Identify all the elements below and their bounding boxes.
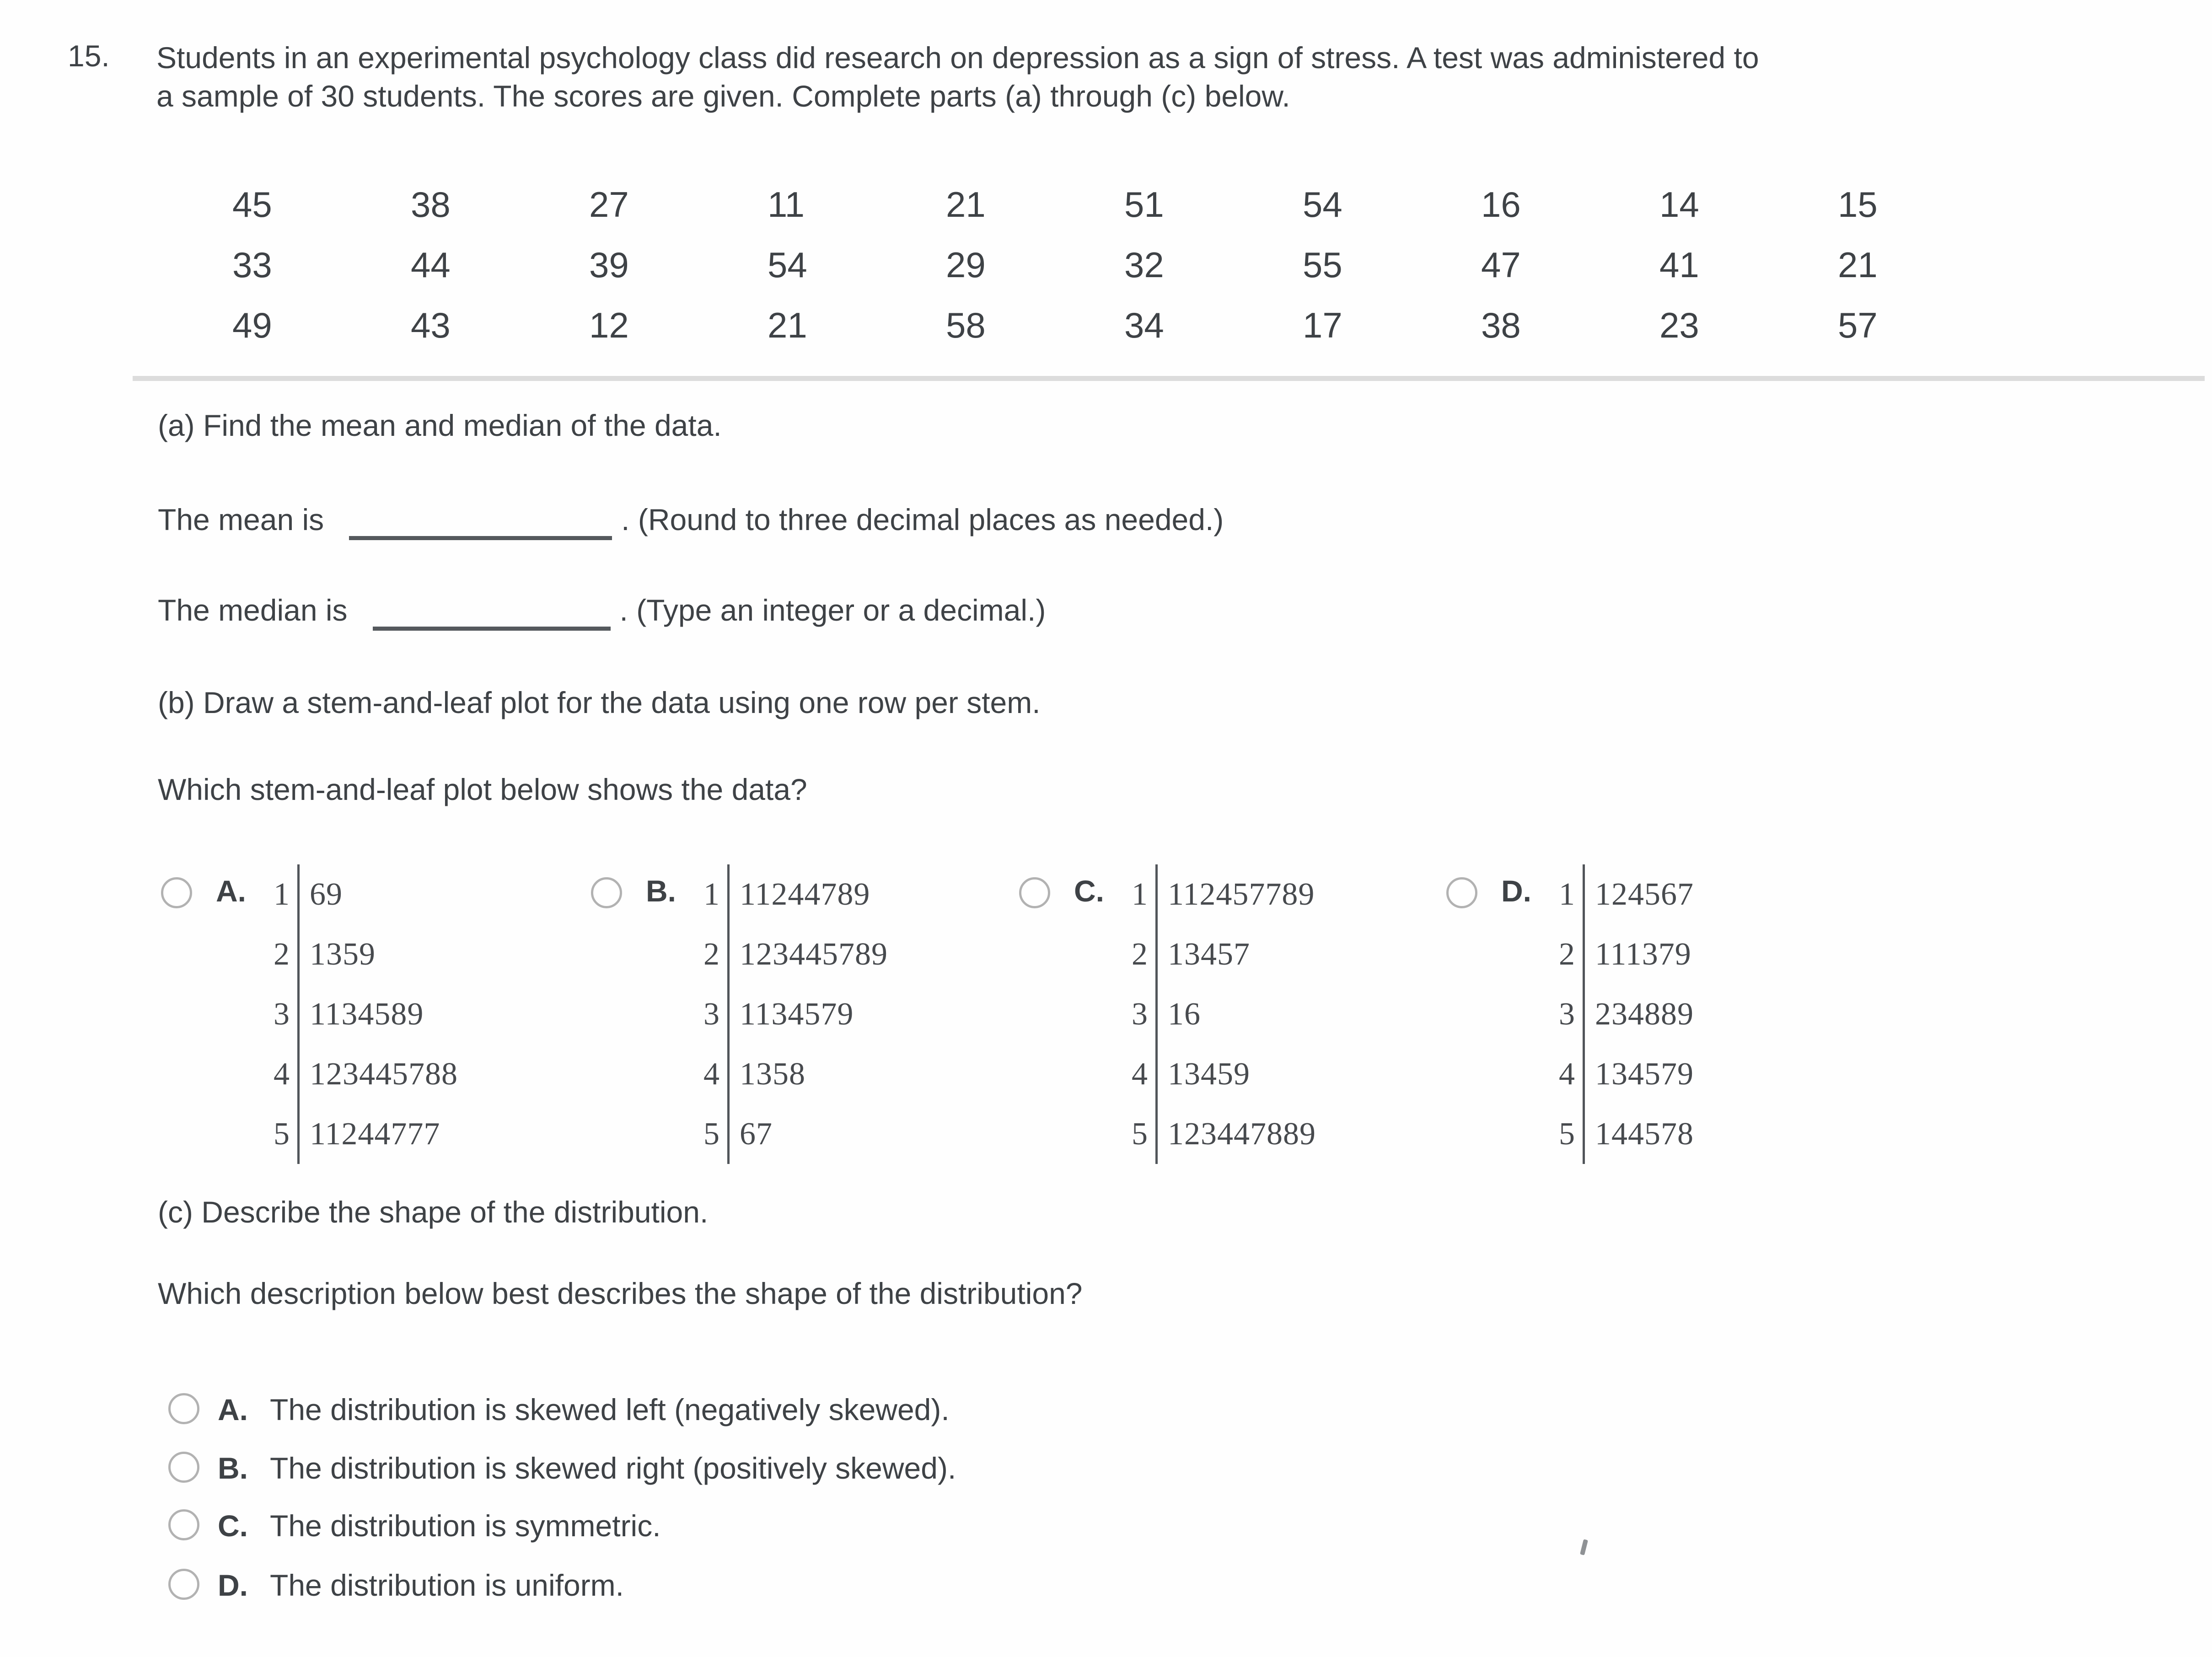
- table-cell: 55: [1303, 245, 1342, 285]
- stem: 2: [703, 937, 720, 972]
- part-b-question: Which stem-and-leaf plot below shows the data?: [158, 772, 807, 806]
- stem: 4: [1559, 1056, 1575, 1092]
- table-cell: 33: [232, 245, 272, 285]
- table-cell: 23: [1659, 305, 1699, 345]
- table-cell: 16: [1481, 184, 1521, 225]
- stem-and-leaf-plot: [273, 864, 474, 1164]
- leaves: 69: [297, 864, 474, 924]
- table-cell: 43: [411, 305, 451, 345]
- table-cell: 27: [589, 184, 629, 225]
- mean-answer-blank[interactable]: [349, 504, 612, 540]
- mean-hint: . (Round to three decimal places as needed.): [621, 503, 1224, 536]
- mean-row: [158, 494, 1224, 537]
- leaves: 123445789: [727, 924, 904, 984]
- stem: 2: [1132, 937, 1148, 972]
- radio-button-icon[interactable]: [1019, 877, 1050, 908]
- leaves: 111379: [1583, 924, 1760, 984]
- option-text: The distribution is skewed right (positively skewed).: [270, 1451, 956, 1485]
- leaves: 13457: [1155, 924, 1332, 984]
- stem: 5: [1559, 1116, 1575, 1152]
- stem: 4: [1132, 1056, 1148, 1092]
- stem: 5: [1132, 1116, 1148, 1152]
- option-letter: D.: [1501, 874, 1531, 908]
- table-cell: 12: [589, 305, 629, 345]
- radio-button-icon[interactable]: [161, 877, 192, 908]
- table-cell: 57: [1838, 305, 1878, 345]
- table-cell: 32: [1124, 245, 1164, 285]
- stem: 5: [703, 1116, 720, 1152]
- option-letter: B.: [646, 874, 676, 908]
- median-row: [158, 585, 1046, 627]
- table-cell: 39: [589, 245, 629, 285]
- shape-option-b[interactable]: [168, 1451, 956, 1485]
- option-letter: C.: [1074, 874, 1104, 908]
- table-cell: 47: [1481, 245, 1521, 285]
- table-cell: 14: [1659, 184, 1699, 225]
- leaves: 112457789: [1155, 864, 1332, 924]
- table-cell: 11: [768, 184, 805, 225]
- option-text: The distribution is symmetric.: [270, 1509, 661, 1543]
- question-text: [156, 38, 2201, 115]
- stemplot-option-d[interactable]: [1446, 864, 1760, 1164]
- stem-and-leaf-plot: [703, 864, 904, 1164]
- table-cell: 54: [768, 245, 807, 285]
- stemplot-option-c[interactable]: [1019, 864, 1332, 1164]
- stem: 1: [1559, 877, 1575, 912]
- stem: 2: [274, 937, 290, 972]
- table-cell: 17: [1303, 305, 1342, 345]
- leaves: 123447889: [1155, 1104, 1332, 1164]
- option-letter: B.: [218, 1451, 248, 1485]
- table-cell: 45: [232, 184, 272, 225]
- table-cell: 51: [1124, 184, 1164, 225]
- table-cell: 49: [232, 305, 272, 345]
- stemplot-option-a[interactable]: [161, 864, 474, 1164]
- table-cell: 15: [1838, 184, 1878, 225]
- radio-button-icon[interactable]: [168, 1509, 199, 1540]
- option-letter: C.: [218, 1509, 248, 1543]
- stem: 3: [1559, 997, 1575, 1032]
- scan-artifact: [1580, 1539, 1588, 1555]
- leaves: 134579: [1583, 1044, 1760, 1104]
- leaves: 124567: [1583, 864, 1760, 924]
- median-hint: . (Type an integer or a decimal.): [619, 593, 1046, 627]
- table-cell: 58: [946, 305, 986, 345]
- question-text-line1: Students in an experimental psychology class did research on depression as a sign of stress. A test was administered to: [156, 41, 1759, 75]
- stem: 1: [703, 877, 720, 912]
- stem: 4: [274, 1056, 290, 1092]
- question-text-line2: a sample of 30 students. The scores are given. Complete parts (a) through (c) below.: [156, 79, 1290, 113]
- stem: 1: [274, 877, 290, 912]
- stem-and-leaf-plot: [1558, 864, 1760, 1164]
- table-cell: 21: [768, 305, 807, 345]
- option-text: The distribution is skewed left (negatively skewed).: [270, 1393, 950, 1426]
- stem: 1: [1132, 877, 1148, 912]
- part-c-heading: (c) Describe the shape of the distribution.: [158, 1195, 709, 1229]
- stem: 3: [703, 997, 720, 1032]
- leaves: 67: [727, 1104, 904, 1164]
- option-text: The distribution is uniform.: [270, 1568, 624, 1602]
- stem: 5: [274, 1116, 290, 1152]
- table-cell: 29: [946, 245, 986, 285]
- leaves: 234889: [1583, 984, 1760, 1044]
- median-label: The median is: [158, 593, 348, 627]
- shape-option-a[interactable]: [168, 1392, 950, 1427]
- mean-label: The mean is: [158, 503, 324, 536]
- radio-button-icon[interactable]: [591, 877, 622, 908]
- part-a-heading: (a) Find the mean and median of the data.: [158, 408, 722, 442]
- leaves: 123445788: [297, 1044, 474, 1104]
- leaves: 1134579: [727, 984, 904, 1044]
- stem: 4: [703, 1056, 720, 1092]
- table-cell: 38: [411, 184, 451, 225]
- table-cell: 44: [411, 245, 451, 285]
- shape-option-d[interactable]: [168, 1568, 624, 1603]
- option-letter: A.: [218, 1393, 248, 1426]
- radio-button-icon[interactable]: [168, 1393, 199, 1424]
- leaves: 11244789: [727, 864, 904, 924]
- table-cell: 21: [1838, 245, 1878, 285]
- shape-option-c[interactable]: [168, 1508, 661, 1543]
- leaves: 144578: [1583, 1104, 1760, 1164]
- median-answer-blank[interactable]: [373, 595, 611, 631]
- table-cell: 38: [1481, 305, 1521, 345]
- leaves: 13459: [1155, 1044, 1332, 1104]
- table-cell: 34: [1124, 305, 1164, 345]
- table-cell: 54: [1303, 184, 1342, 225]
- stem-and-leaf-plot: [1131, 864, 1332, 1164]
- scores-table: [232, 184, 2016, 365]
- leaves: 1358: [727, 1044, 904, 1104]
- leaves: 16: [1155, 984, 1332, 1044]
- leaves: 11244777: [297, 1104, 474, 1164]
- stemplot-option-b[interactable]: [591, 864, 904, 1164]
- leaves: 1359: [297, 924, 474, 984]
- radio-button-icon[interactable]: [168, 1452, 199, 1483]
- radio-button-icon[interactable]: [168, 1569, 199, 1600]
- section-divider: [133, 376, 2205, 381]
- option-letter: D.: [218, 1568, 248, 1602]
- radio-button-icon[interactable]: [1446, 877, 1477, 908]
- part-b-heading: (b) Draw a stem-and-leaf plot for the data using one row per stem.: [158, 686, 1041, 719]
- option-letter: A.: [216, 874, 246, 908]
- leaves: 1134589: [297, 984, 474, 1044]
- table-cell: 21: [946, 184, 986, 225]
- stem: 3: [274, 997, 290, 1032]
- part-c-question: Which description below best describes the shape of the distribution?: [158, 1276, 1083, 1310]
- stem: 2: [1559, 937, 1575, 972]
- table-cell: 41: [1659, 245, 1699, 285]
- question-number: 15.: [68, 39, 110, 73]
- stem: 3: [1132, 997, 1148, 1032]
